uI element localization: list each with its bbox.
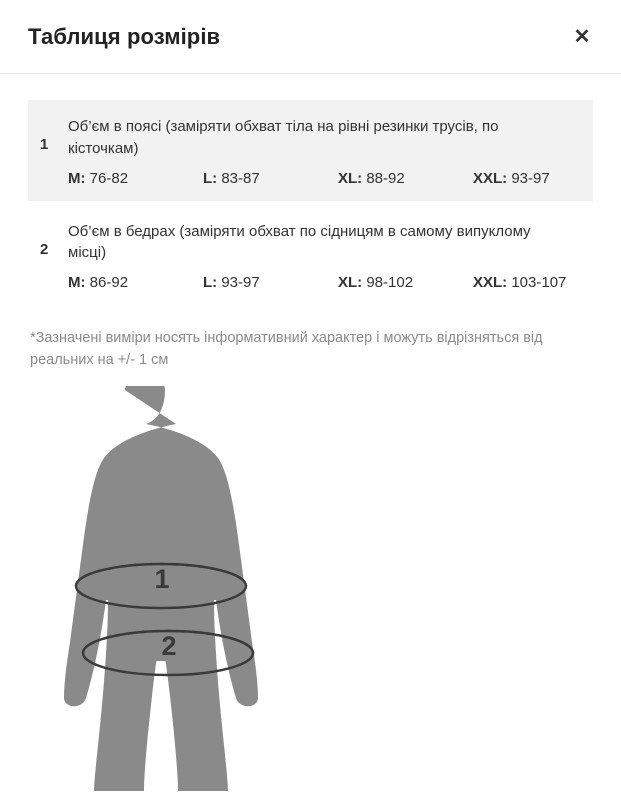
modal-header (0, 0, 621, 74)
size-value-l: 93-97 (221, 274, 260, 291)
disclaimer-note: *Зазначені виміри носять інформативний характер і можуть відрізняться від реальних на +/- 1 см (30, 330, 543, 369)
measurement-content (68, 116, 575, 187)
marker-one: 1 (154, 563, 170, 594)
size-value-l: 83-87 (221, 169, 260, 187)
measurement-description: Об’єм в поясі (заміряти обхват тіла на рівні резинки трусів, по кісточкам) (68, 118, 499, 157)
page-title: Таблиця розмірів (28, 23, 221, 49)
size-label-l: L: (203, 169, 218, 187)
size-cell-l (203, 170, 338, 187)
measurement-index: 2 (40, 240, 49, 258)
size-value-xl: 98-102 (366, 274, 414, 291)
size-cell-xl (338, 170, 473, 187)
measurement-row-1 (28, 100, 593, 201)
size-label-xl: XL: (338, 169, 363, 187)
size-value-xxl: 93-97 (511, 169, 550, 187)
size-cell-xxl (473, 274, 566, 291)
size-cell-m (68, 170, 203, 187)
measurement-index: 1 (40, 136, 49, 153)
close-icon[interactable]: ✕ (567, 22, 597, 52)
size-cell-xxl (473, 170, 550, 187)
body-diagram (28, 386, 593, 791)
size-label-l: L: (203, 274, 218, 291)
size-label-xl: XL: (338, 274, 363, 291)
size-value-m: 86-92 (89, 274, 129, 291)
marker-two: 2 (161, 630, 177, 661)
size-cell-m (68, 274, 203, 291)
measurement-row-2 (28, 205, 593, 306)
size-label-m: M: (68, 169, 86, 187)
size-values-row (68, 274, 575, 291)
size-label-m: M: (68, 274, 86, 291)
size-label-xxl: XXL: (473, 274, 508, 291)
measurement-description: Об’єм в бедрах (заміряти обхват по сідницям в самому випуклому місці) (68, 222, 531, 262)
size-values-row (68, 170, 575, 187)
modal-body (0, 74, 621, 800)
measurement-content (68, 221, 575, 292)
size-value-xxl: 103-107 (511, 274, 567, 291)
size-value-xl: 88-92 (366, 169, 405, 187)
size-label-xxl: XXL: (473, 169, 508, 187)
size-value-m: 76-82 (89, 169, 129, 187)
size-cell-xl (338, 274, 473, 291)
size-cell-l (203, 274, 338, 291)
